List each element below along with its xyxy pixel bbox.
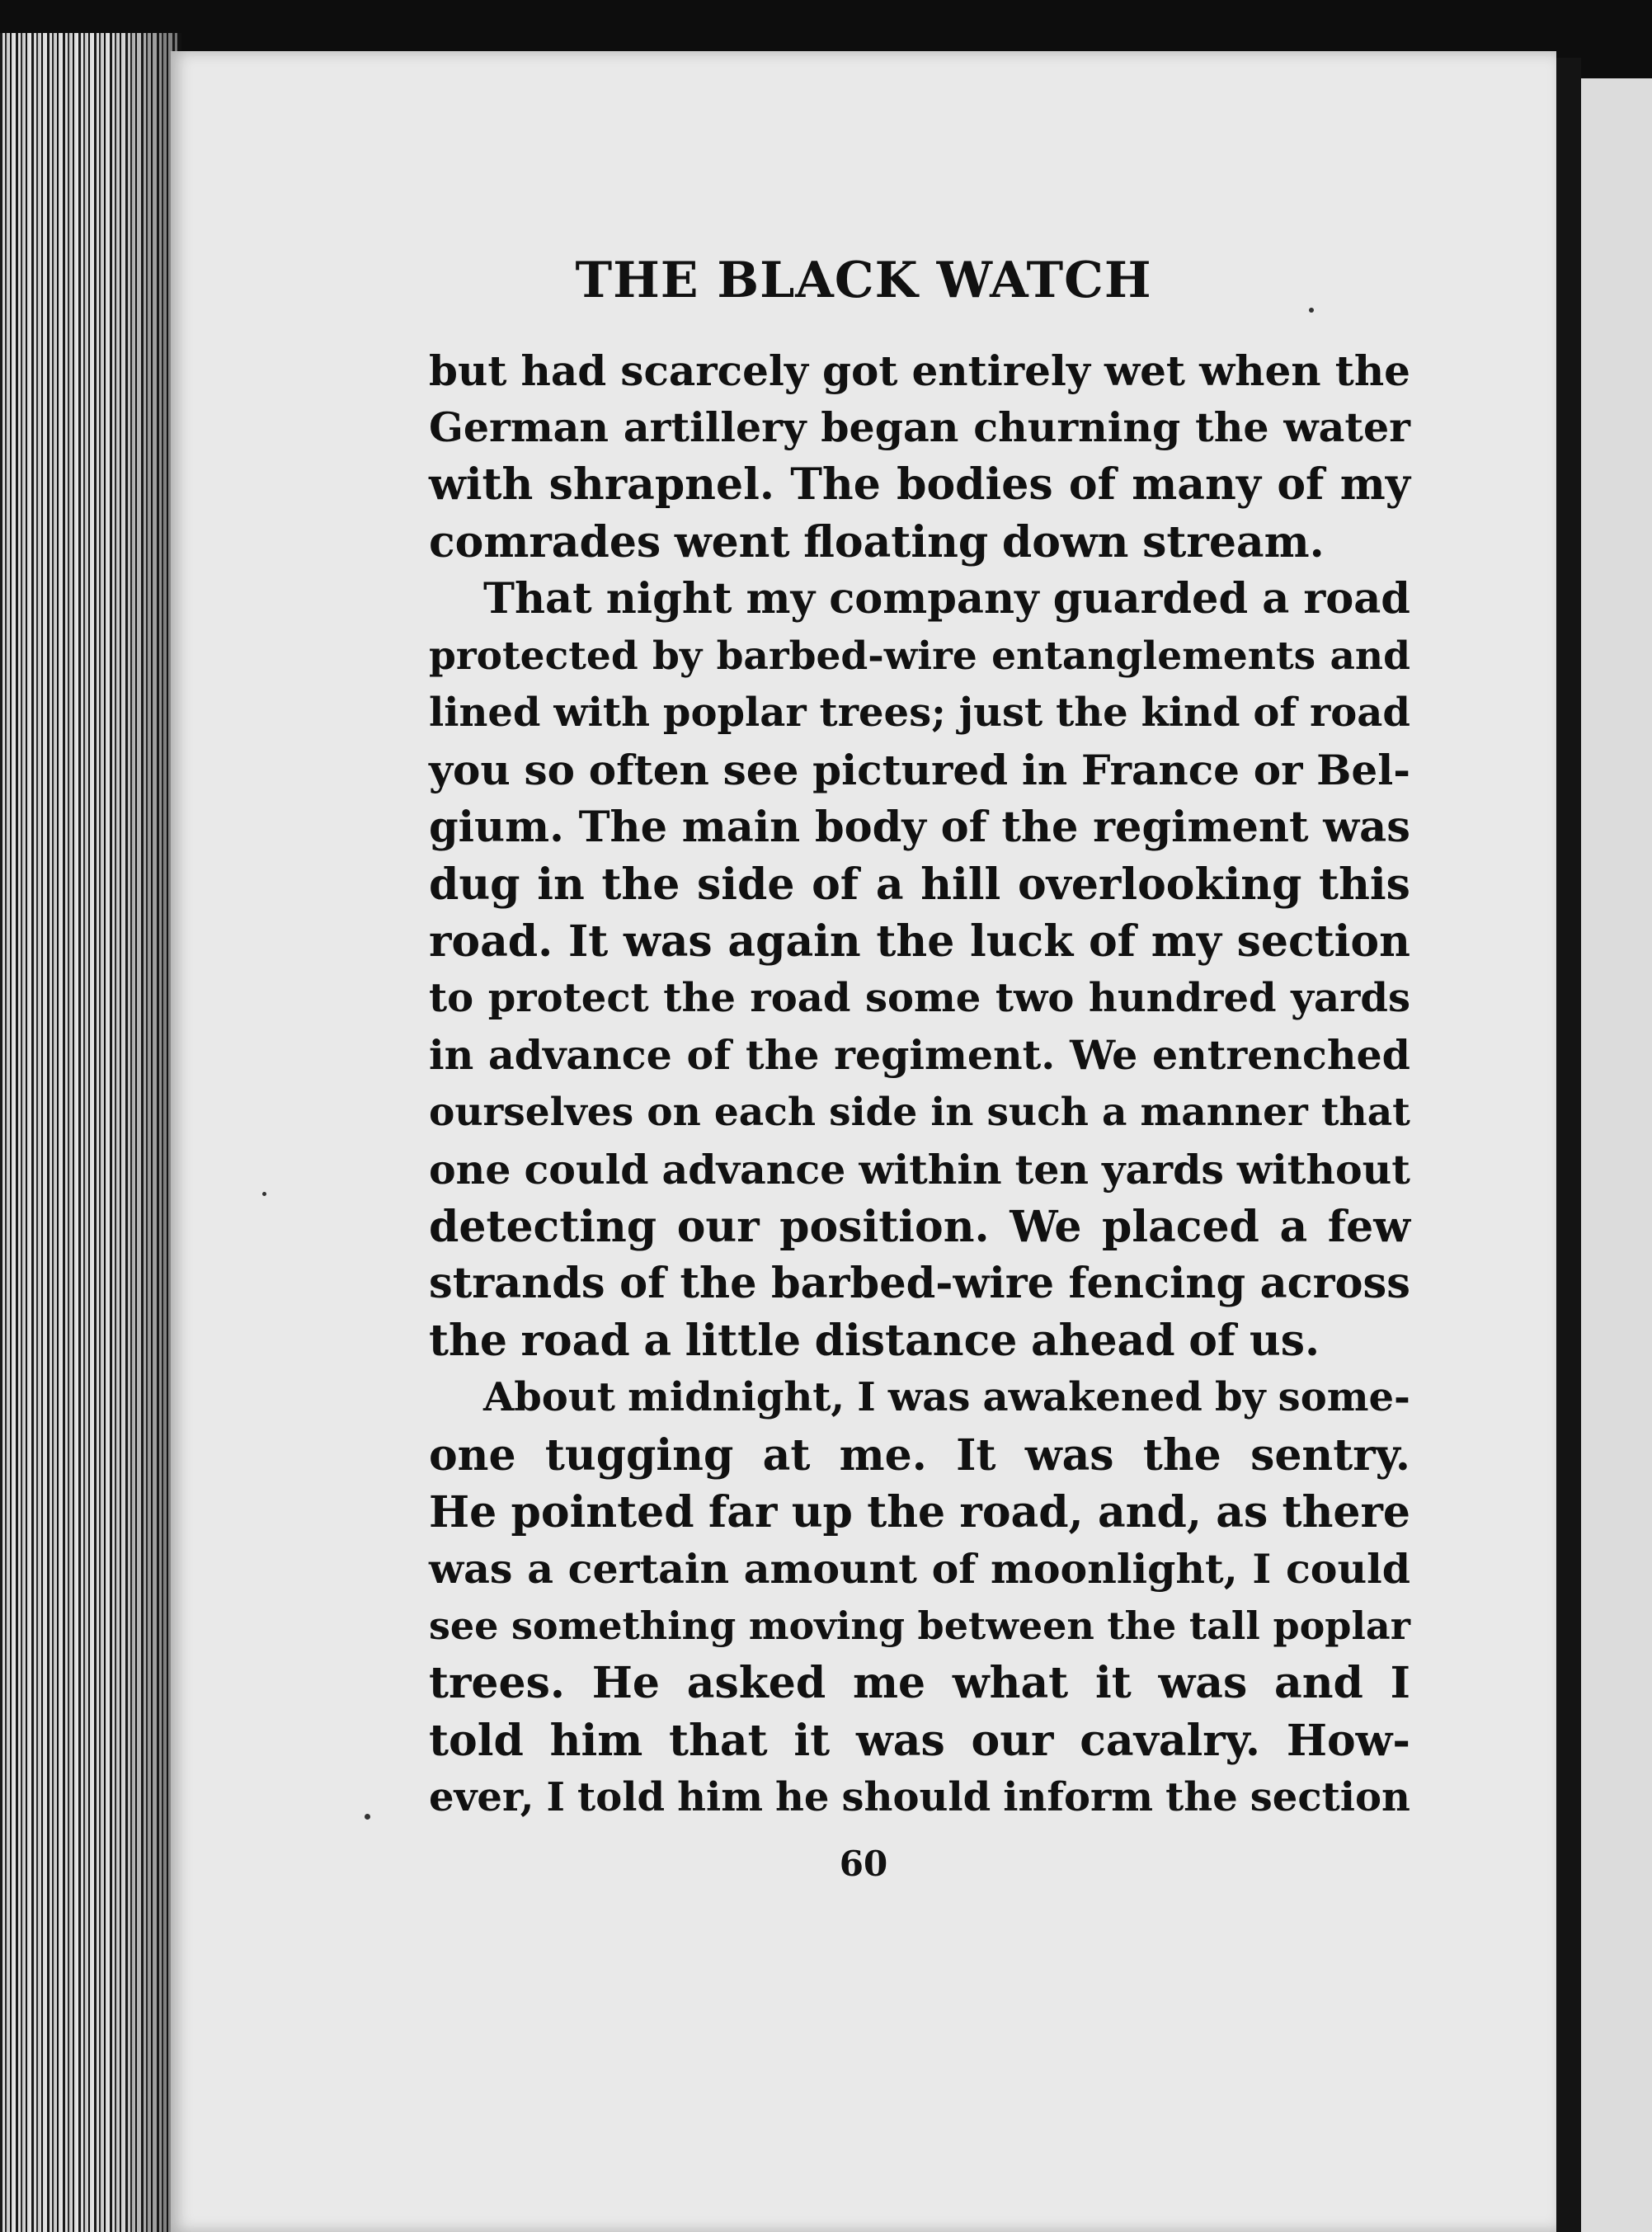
word: ten bbox=[1014, 1145, 1090, 1194]
word: entirely bbox=[911, 346, 1090, 395]
text-line bbox=[429, 456, 1410, 513]
word: see bbox=[722, 746, 799, 795]
text-line bbox=[429, 342, 1410, 399]
word: our bbox=[676, 1201, 760, 1252]
word: section bbox=[1236, 916, 1410, 967]
right-dark-border bbox=[1556, 58, 1581, 2232]
word: the bbox=[1001, 802, 1079, 852]
word: many bbox=[1132, 459, 1262, 511]
word: the bbox=[1165, 1773, 1238, 1820]
word: just bbox=[958, 690, 1043, 737]
word: the bbox=[429, 1316, 507, 1367]
text-line bbox=[429, 1655, 1410, 1712]
word: of bbox=[931, 1544, 977, 1593]
text-line bbox=[429, 1142, 1410, 1198]
word: the bbox=[867, 1486, 946, 1537]
word: so bbox=[524, 746, 576, 795]
word: got bbox=[822, 346, 898, 395]
text-line bbox=[429, 742, 1410, 798]
word: wet bbox=[1104, 346, 1185, 395]
word: cavalry. bbox=[1080, 1715, 1261, 1766]
word: body bbox=[814, 802, 926, 852]
word: luck bbox=[970, 916, 1074, 967]
word: my bbox=[1151, 916, 1221, 967]
word: poplar bbox=[662, 690, 807, 737]
word: a bbox=[875, 859, 904, 910]
word: was bbox=[1158, 1658, 1248, 1709]
word: The bbox=[790, 459, 881, 511]
word: again bbox=[727, 916, 861, 967]
word: the bbox=[1334, 346, 1410, 395]
word: one bbox=[429, 1429, 516, 1481]
word: advance bbox=[661, 1145, 846, 1194]
word: ever, bbox=[429, 1773, 534, 1820]
word: told bbox=[429, 1715, 524, 1766]
word: We bbox=[1070, 1031, 1138, 1080]
word: the bbox=[680, 1259, 757, 1308]
word: trees; bbox=[819, 690, 946, 737]
word: a bbox=[1262, 573, 1290, 624]
word: something bbox=[511, 1603, 737, 1649]
word: some bbox=[864, 975, 981, 1022]
text-line bbox=[429, 1369, 1410, 1426]
scan-speck bbox=[1309, 308, 1314, 313]
word: midnight, bbox=[628, 1374, 845, 1421]
word: that bbox=[669, 1715, 768, 1766]
word: me bbox=[852, 1658, 926, 1709]
word: We bbox=[1010, 1201, 1082, 1252]
word: About bbox=[483, 1374, 615, 1421]
word: without bbox=[1236, 1145, 1410, 1194]
word: main bbox=[681, 802, 801, 852]
word: of bbox=[1253, 690, 1297, 737]
word: guarded bbox=[1052, 573, 1249, 624]
word: France bbox=[1081, 746, 1240, 795]
word: poplar bbox=[1273, 1603, 1410, 1649]
word: had bbox=[520, 346, 607, 395]
word: and bbox=[1274, 1658, 1363, 1709]
word: side bbox=[696, 859, 795, 910]
word: gium. bbox=[429, 802, 564, 852]
word: detecting bbox=[429, 1201, 657, 1252]
word: of bbox=[1068, 459, 1116, 511]
word: ahead bbox=[1030, 1316, 1175, 1367]
word: How- bbox=[1286, 1715, 1410, 1766]
word: across bbox=[1259, 1259, 1410, 1308]
word: could bbox=[1285, 1544, 1410, 1593]
word: by bbox=[652, 633, 703, 679]
word: in bbox=[429, 1031, 474, 1080]
word: overlooking bbox=[1017, 859, 1302, 910]
word: of bbox=[1277, 459, 1325, 511]
word: in bbox=[1021, 746, 1068, 795]
word: company bbox=[829, 573, 1039, 624]
word: He bbox=[429, 1486, 497, 1537]
text-line bbox=[429, 1084, 1410, 1141]
word: section bbox=[1250, 1773, 1410, 1820]
word: told bbox=[577, 1773, 666, 1820]
word: shrapnel. bbox=[548, 459, 774, 511]
word: this bbox=[1319, 859, 1410, 910]
word: road bbox=[520, 1316, 630, 1367]
word: as bbox=[1216, 1486, 1268, 1537]
word: the bbox=[1195, 403, 1269, 452]
word: asked bbox=[686, 1658, 826, 1709]
word: you bbox=[429, 746, 511, 795]
word: trees. bbox=[429, 1658, 565, 1709]
word: bodies bbox=[897, 459, 1053, 511]
word: by bbox=[1215, 1374, 1266, 1421]
running-head: THE BLACK WATCH bbox=[575, 252, 1152, 309]
text-line bbox=[429, 1541, 1410, 1598]
word: hundred bbox=[1088, 975, 1277, 1022]
word: protected bbox=[429, 633, 638, 679]
word: at bbox=[762, 1429, 811, 1481]
word: that bbox=[1320, 1090, 1410, 1136]
word: see bbox=[429, 1603, 499, 1649]
word: yards bbox=[1291, 975, 1410, 1022]
word: and, bbox=[1097, 1486, 1202, 1537]
word: two bbox=[995, 975, 1075, 1022]
word: of bbox=[812, 859, 859, 910]
word: The bbox=[578, 802, 668, 852]
adjacent-page-edge bbox=[1581, 78, 1652, 2232]
word: within bbox=[859, 1145, 1002, 1194]
word: inform bbox=[1003, 1773, 1154, 1820]
word: pointed bbox=[511, 1486, 694, 1537]
word: It bbox=[567, 916, 609, 967]
word: It bbox=[956, 1429, 996, 1481]
word: German bbox=[429, 403, 609, 452]
word: hill bbox=[920, 859, 1001, 910]
word: of bbox=[1188, 1316, 1236, 1367]
word: the bbox=[1142, 1429, 1221, 1481]
word: the bbox=[663, 975, 736, 1022]
text-line bbox=[429, 399, 1410, 456]
word: or bbox=[1253, 746, 1303, 795]
word: and bbox=[1330, 633, 1410, 679]
text-line bbox=[429, 1427, 1410, 1484]
word: what bbox=[952, 1658, 1069, 1709]
word: little bbox=[685, 1316, 802, 1367]
word: him bbox=[549, 1715, 643, 1766]
word: the bbox=[746, 1031, 820, 1080]
word: of bbox=[1088, 916, 1137, 967]
word: my bbox=[746, 573, 816, 624]
word: barbed-wire bbox=[770, 1259, 1055, 1308]
text-line bbox=[429, 913, 1410, 970]
text-line bbox=[429, 1027, 1410, 1084]
word: on bbox=[647, 1090, 701, 1136]
word: advance bbox=[487, 1031, 672, 1080]
word: should bbox=[841, 1773, 991, 1820]
word: scarcely bbox=[620, 346, 808, 395]
word: entanglements bbox=[991, 633, 1316, 679]
text-line bbox=[429, 1598, 1410, 1655]
text-line bbox=[429, 1255, 1410, 1312]
word: began bbox=[821, 403, 959, 452]
word: amount bbox=[743, 1544, 917, 1593]
word: was bbox=[887, 1374, 971, 1421]
word: kind bbox=[1141, 690, 1240, 737]
word: between bbox=[917, 1603, 1094, 1649]
word: pictured bbox=[812, 746, 1009, 795]
word: entrenched bbox=[1151, 1031, 1410, 1080]
word: road bbox=[1303, 573, 1410, 624]
word: regiment. bbox=[834, 1031, 1056, 1080]
word: road. bbox=[429, 916, 553, 967]
word: a bbox=[1101, 1090, 1127, 1136]
word: sentry. bbox=[1250, 1429, 1410, 1481]
word: placed bbox=[1102, 1201, 1259, 1252]
body-text bbox=[429, 342, 1410, 1826]
word: a bbox=[1279, 1201, 1308, 1252]
word: protect bbox=[487, 975, 649, 1022]
word: often bbox=[588, 746, 709, 795]
word: distance bbox=[814, 1316, 1018, 1367]
word: few bbox=[1327, 1201, 1410, 1252]
word: strands bbox=[429, 1259, 605, 1308]
word: was bbox=[856, 1715, 945, 1766]
word: a bbox=[527, 1544, 553, 1593]
word: comrades bbox=[429, 516, 661, 567]
word: was bbox=[429, 1544, 513, 1593]
word: yards bbox=[1102, 1145, 1224, 1194]
word: tall bbox=[1188, 1603, 1260, 1649]
word: was bbox=[623, 916, 713, 967]
word: could bbox=[524, 1145, 649, 1194]
word: I bbox=[1252, 1544, 1272, 1593]
word: some- bbox=[1278, 1374, 1410, 1421]
text-line bbox=[429, 514, 1410, 571]
word: the bbox=[601, 859, 680, 910]
text-line bbox=[429, 1198, 1410, 1255]
word: regiment bbox=[1093, 802, 1309, 852]
text-line bbox=[429, 856, 1410, 913]
word: stream. bbox=[1142, 516, 1325, 567]
word: lined bbox=[429, 690, 541, 737]
scan-speck bbox=[365, 1814, 370, 1820]
text-line bbox=[429, 1712, 1410, 1769]
word: to bbox=[429, 975, 474, 1022]
word: went bbox=[674, 516, 790, 567]
word: it bbox=[1094, 1658, 1132, 1709]
word: I bbox=[546, 1773, 565, 1820]
word: of bbox=[619, 1259, 666, 1308]
word: our bbox=[971, 1715, 1054, 1766]
word: night bbox=[605, 573, 732, 624]
word: one bbox=[429, 1145, 511, 1194]
word: the bbox=[1056, 690, 1128, 737]
word: floating bbox=[803, 516, 989, 567]
text-line bbox=[429, 628, 1410, 685]
word: I bbox=[857, 1374, 876, 1421]
page-number: 60 bbox=[839, 1844, 888, 1884]
text-line bbox=[429, 1312, 1410, 1369]
word: in bbox=[537, 859, 585, 910]
text-line bbox=[429, 571, 1410, 628]
word: was bbox=[1024, 1429, 1114, 1481]
word: certain bbox=[567, 1544, 730, 1593]
text-line bbox=[429, 685, 1410, 742]
word: us. bbox=[1249, 1316, 1320, 1367]
text-line bbox=[429, 1769, 1410, 1826]
word: a bbox=[643, 1316, 672, 1367]
word: road bbox=[750, 975, 851, 1022]
word: in bbox=[930, 1090, 974, 1136]
word: churning bbox=[973, 403, 1181, 452]
word: each bbox=[713, 1090, 817, 1136]
word: with bbox=[429, 459, 534, 511]
word: Bel- bbox=[1316, 746, 1410, 795]
scan-speck bbox=[262, 1192, 266, 1196]
word: manner bbox=[1140, 1090, 1308, 1136]
word: of bbox=[686, 1031, 732, 1080]
word: the bbox=[1107, 1603, 1177, 1649]
word: I bbox=[1390, 1658, 1410, 1709]
word: side bbox=[829, 1090, 918, 1136]
text-line bbox=[429, 970, 1410, 1027]
word: down bbox=[1001, 516, 1129, 567]
word: it bbox=[793, 1715, 831, 1766]
word: He bbox=[591, 1658, 660, 1709]
word: awakened bbox=[982, 1374, 1203, 1421]
word: fencing bbox=[1068, 1259, 1246, 1308]
word: position. bbox=[779, 1201, 990, 1252]
word: the bbox=[876, 916, 955, 967]
word: That bbox=[483, 573, 592, 624]
word: him bbox=[677, 1773, 763, 1820]
word: but bbox=[429, 346, 507, 395]
word: when bbox=[1199, 346, 1321, 395]
word: he bbox=[775, 1773, 830, 1820]
word: moonlight, bbox=[991, 1544, 1238, 1593]
word: was bbox=[1323, 802, 1410, 852]
word: my bbox=[1339, 459, 1410, 511]
word: artillery bbox=[623, 403, 807, 452]
word: barbed-wire bbox=[716, 633, 977, 679]
word: moving bbox=[748, 1603, 905, 1649]
word: of bbox=[940, 802, 987, 852]
word: tugging bbox=[544, 1429, 734, 1481]
word: far bbox=[708, 1486, 778, 1537]
word: water bbox=[1283, 403, 1410, 452]
word: with bbox=[553, 690, 650, 737]
word: dug bbox=[429, 859, 520, 910]
word: me. bbox=[839, 1429, 927, 1481]
word: road, bbox=[959, 1486, 1084, 1537]
word: ourselves bbox=[429, 1090, 634, 1136]
text-line bbox=[429, 799, 1410, 856]
word: such bbox=[986, 1090, 1089, 1136]
word: road bbox=[1309, 690, 1410, 737]
text-line bbox=[429, 1484, 1410, 1541]
word: there bbox=[1282, 1486, 1410, 1537]
word: up bbox=[791, 1486, 853, 1537]
